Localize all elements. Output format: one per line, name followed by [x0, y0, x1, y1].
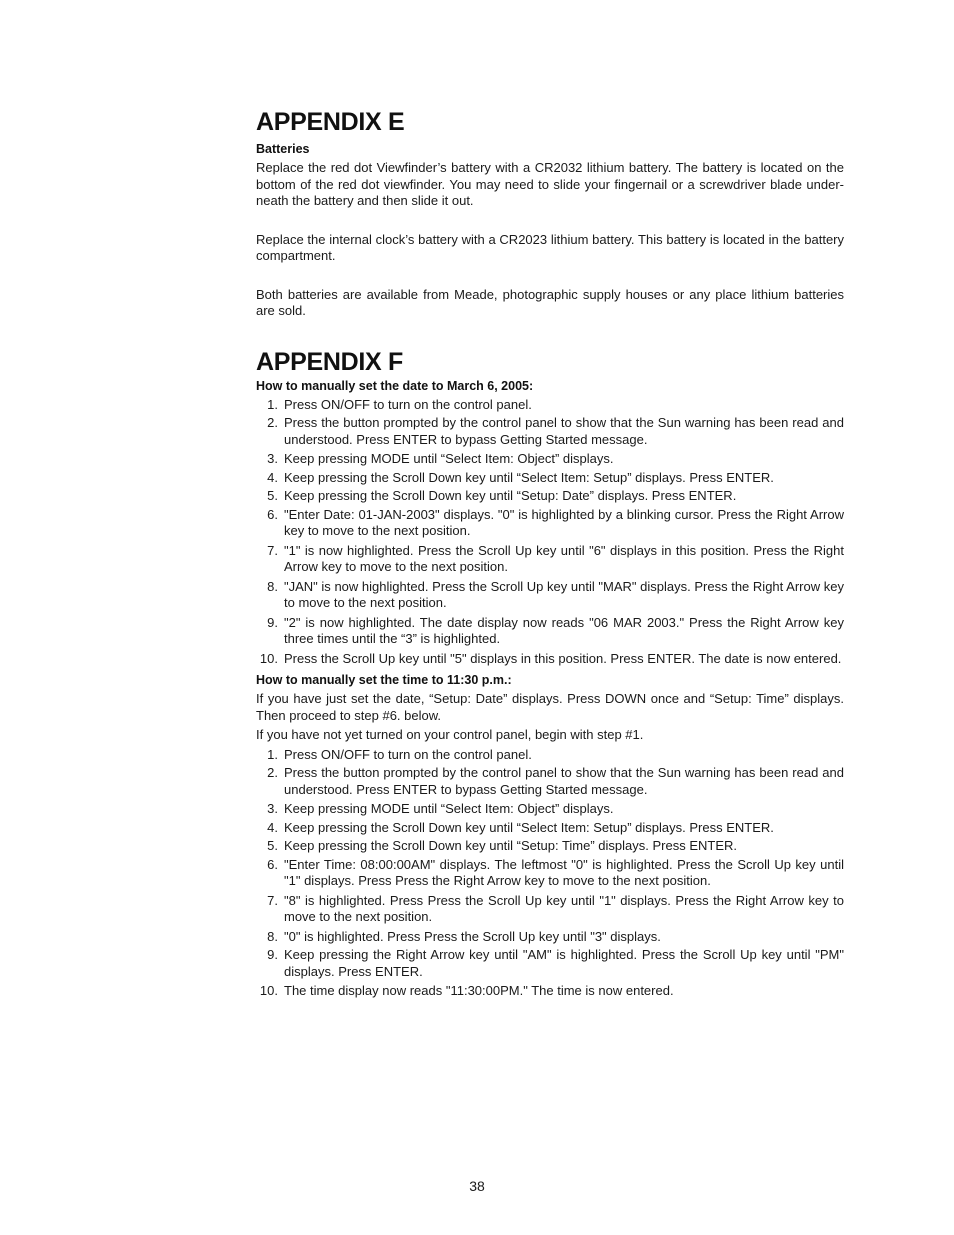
step-number: 5. [267, 488, 278, 503]
list-item [256, 415, 844, 448]
step-text: "8" is highlighted. Press Press the Scroll Up key until "1" displays. Press the Right Arrow key to move to the next position. [284, 892, 844, 924]
page-number: 38 [469, 1178, 485, 1194]
battery-paragraph-2: Replace the internal clock’s battery with a CR2023 lithium battery. This battery is located in the battery compartment. [256, 231, 844, 263]
step-number: 7. [267, 542, 278, 558]
list-item [256, 929, 844, 946]
list-item [256, 857, 844, 890]
step-text: Press ON/OFF to turn on the control panel. [284, 746, 532, 762]
step-text: "JAN" is now highlighted. Press the Scroll Up key until "MAR" displays. Press the Right Arrow key to move to the next position. [284, 578, 844, 610]
step-number: 2. [267, 415, 278, 430]
appendix-f-title: APPENDIX F [256, 347, 404, 376]
list-item [256, 765, 844, 798]
step-number: 3. [267, 801, 278, 816]
appendix-e-title: APPENDIX E [256, 108, 405, 136]
list-item [256, 451, 844, 468]
list-item [256, 543, 844, 576]
step-number: 8. [267, 578, 278, 594]
step-text: Press the button prompted by the control panel to show that the Sun warning has been read and understood. Press ENTER to bypass Getting Started message. [284, 415, 844, 447]
battery-paragraph-3: Both batteries are available from Meade, photographic supply houses or any place lithium batteries are sold. [256, 286, 844, 318]
step-number: 2. [267, 765, 278, 780]
list-item [256, 838, 844, 855]
step-number: 10. [259, 983, 278, 998]
list-item [256, 820, 844, 837]
step-number: 1. [267, 396, 278, 412]
step-number: 5. [267, 838, 278, 853]
step-text: "1" is now highlighted. Press the Scroll Up key until "6" displays in this position. Press the Right Arrow key to move to the next position. [284, 542, 844, 574]
time-intro-2: If you have not yet turned on your control panel, begin with step #1. [256, 727, 644, 742]
step-number: 6. [267, 856, 278, 872]
list-item [256, 615, 844, 648]
list-item [256, 397, 844, 414]
time-steps-list [256, 747, 844, 1000]
list-item [256, 747, 844, 764]
step-number: 1. [267, 746, 278, 762]
step-number: 3. [267, 451, 278, 466]
list-item [256, 947, 844, 980]
step-text: Keep pressing the Scroll Down key until “Setup: Time” displays. Press ENTER. [284, 838, 738, 853]
step-number: 7. [267, 892, 278, 908]
step-text: Keep pressing the Scroll Down key until “Select Item: Setup” displays. Press ENTER. [284, 819, 774, 835]
step-text: "0" is highlighted. Press Press the Scroll Up key until "3" displays. [284, 928, 661, 944]
step-text: Keep pressing the Scroll Down key until “Select Item: Setup” displays. Press ENTER. [284, 469, 774, 485]
step-text: "2" is now highlighted. The date display now reads "06 MAR 2003." Press the Right Arrow key three times until the “3” is highlighted. [284, 614, 844, 646]
date-heading: How to manually set the date to March 6, 2005: [256, 378, 534, 393]
list-item [256, 579, 844, 612]
step-number: 9. [267, 614, 278, 630]
step-text: "Enter Time: 08:00:00AM" displays. The leftmost "0" is highlighted. Press the Scroll Up key until "1" displays. Press Press the Right Arrow key to move to the next position. [284, 856, 844, 888]
step-number: 4. [267, 819, 278, 835]
list-item [256, 651, 844, 668]
step-number: 8. [267, 928, 278, 944]
step-text: Keep pressing the Scroll Down key until “Setup: Date” displays. Press ENTER. [284, 488, 737, 503]
battery-paragraph-1: Replace the red dot Viewfinder’s battery with a CR2032 lithium battery. The battery is located on the bottom of the red dot viewfinder. You may need to slide your fingernail or a screwdriver blade underneath the battery and then slide it out. [256, 160, 844, 208]
date-steps-list [256, 397, 844, 668]
step-text: Keep pressing MODE until “Select Item: Object” displays. [284, 451, 614, 466]
step-text: Keep pressing the Right Arrow key until "AM" is highlighted. Press the Scroll Up key until "PM" displays. Press ENTER. [284, 947, 844, 979]
list-item [256, 488, 844, 505]
step-number: 4. [267, 469, 278, 485]
step-text: Press the button prompted by the control panel to show that the Sun warning has been read and understood. Press ENTER to bypass Getting Started message. [284, 765, 844, 797]
list-item [256, 507, 844, 540]
list-item [256, 470, 844, 487]
step-text: Keep pressing MODE until “Select Item: Object” displays. [284, 801, 614, 816]
list-item [256, 801, 844, 818]
step-number: 9. [267, 947, 278, 962]
list-item [256, 983, 844, 1000]
step-text: Press the Scroll Up key until "5" displays in this position. Press ENTER. The date is now entered. [284, 650, 842, 666]
list-item [256, 893, 844, 926]
batteries-heading: Batteries [256, 142, 310, 156]
step-number: 6. [267, 506, 278, 522]
step-text: "Enter Date: 01-JAN-2003" displays. "0" is highlighted by a blinking cursor. Press the Right Arrow key to move to the next position. [284, 506, 844, 538]
page-content [256, 108, 844, 1002]
time-intro-1: If you have just set the date, “Setup: Date” displays. Press DOWN once and “Setup: Time” displays. Then proceed to step #6. below. [256, 691, 844, 723]
step-text: The time display now reads "11:30:00PM." The time is now entered. [284, 983, 674, 998]
time-heading: How to manually set the time to 11:30 p.m.: [256, 673, 512, 687]
step-number: 10. [259, 650, 278, 666]
step-text: Press ON/OFF to turn on the control panel. [284, 396, 532, 412]
